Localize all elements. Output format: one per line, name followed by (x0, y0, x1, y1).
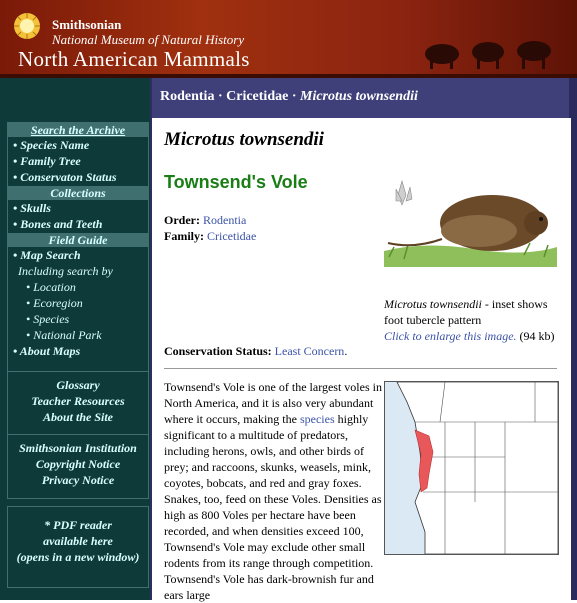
range-map[interactable] (384, 381, 559, 555)
sidebar-item-location[interactable]: • Location (26, 280, 76, 294)
site-title[interactable]: North American Mammals (18, 47, 250, 71)
order-row (164, 213, 246, 228)
sidebar-item-bones-teeth[interactable]: • Bones and Teeth (13, 217, 103, 231)
breadcrumb-separator: · (288, 89, 300, 104)
sidebar-item-about-maps[interactable]: • About Maps (13, 344, 81, 358)
description-text: Townsend's Vole is one of the largest voles in North America, and it is also very abundant where it occurs, making the (164, 380, 382, 426)
order-label: Order: (164, 213, 200, 227)
copyright-link[interactable]: Copyright Notice (35, 457, 121, 471)
species-description (164, 379, 382, 603)
field-guide-header: Field Guide (8, 233, 148, 247)
divider (164, 368, 557, 369)
pdf-available-text[interactable]: available here (43, 534, 113, 548)
including-search-label: Including search by (18, 264, 113, 278)
image-caption (384, 296, 564, 344)
sidebar-item-species[interactable]: • Species (26, 312, 70, 326)
sidebar-item-national-park[interactable]: • National Park (26, 328, 102, 342)
description-text-cont: highly significant to a multitude of predators, including herons, owls, and other birds of prey; and raccoons, skunks, weasels, mink, coyotes, bobcats, and red and gray foxes. Snakes, too, feed on these Voles. Densities as high as 800 Voles per hectare have been recorded, and when densities exceed 100, Townsend's Vole may exclude other small rodents from its range through competition. Townsend's Vole has dark-brownish fur and ears large (164, 412, 382, 602)
breadcrumb-separator: · (214, 89, 227, 104)
sidebar-nav (0, 78, 150, 600)
teacher-resources-link[interactable]: Teacher Resources (31, 394, 125, 408)
sidebar-panel-pdf (7, 506, 149, 588)
image-size: (94 kb) (516, 329, 555, 343)
breadcrumb (150, 78, 571, 118)
sidebar-item-species-name[interactable]: • Species Name (13, 138, 90, 152)
sidebar-item-skulls[interactable]: • Skulls (13, 201, 51, 215)
museum-name: National Museum of Natural History (52, 32, 245, 47)
pdf-new-window-text: (opens in a new window) (16, 550, 140, 564)
glossary-link[interactable]: Glossary (56, 378, 100, 392)
conservation-link[interactable]: Least Concern (274, 344, 345, 358)
enlarge-image-link[interactable]: Click to enlarge this image. (384, 329, 517, 343)
family-row (164, 229, 256, 244)
musk-ox-silhouettes-icon (422, 37, 557, 71)
family-label: Family: (164, 229, 204, 243)
scientific-name: Microtus townsendii (164, 129, 324, 150)
about-site-link[interactable]: About the Site (42, 410, 113, 424)
sidebar-panel-legal (7, 434, 149, 499)
smithsonian-link[interactable]: Smithsonian Institution (19, 441, 137, 455)
caption-text: - inset shows foot tubercle pattern (384, 297, 548, 327)
org-name: Smithsonian (52, 17, 122, 32)
vole-illustration[interactable] (384, 171, 557, 267)
privacy-link[interactable]: Privacy Notice (41, 473, 115, 487)
breadcrumb-order[interactable]: Rodentia (160, 89, 215, 104)
sidebar-item-family-tree[interactable]: • Family Tree (13, 154, 81, 168)
breadcrumb-species: Microtus townsendii (300, 89, 418, 104)
sidebar-item-ecoregion[interactable]: • Ecoregion (26, 296, 83, 310)
collections-header: Collections (8, 186, 148, 200)
smithsonian-sun-logo-icon (13, 12, 41, 40)
pdf-reader-link[interactable]: * PDF reader (44, 518, 112, 532)
caption-scientific-name: Microtus townsendii (384, 297, 482, 311)
main-content (150, 118, 571, 600)
breadcrumb-family[interactable]: Cricetidae (226, 89, 289, 104)
family-link[interactable]: Cricetidae (207, 229, 257, 243)
sidebar-item-conservation-status[interactable]: • Conservaton Status (13, 170, 117, 184)
order-link[interactable]: Rodentia (202, 213, 247, 227)
species-glossary-link[interactable]: species (299, 412, 335, 426)
search-archive-link[interactable]: Search the Archive (8, 123, 148, 137)
sidebar-panel-resources (7, 371, 149, 436)
breadcrumb-text (160, 89, 418, 105)
sidebar-panel-archive (7, 122, 149, 372)
conservation-row: Conservation Status: Least Concern. (164, 344, 348, 358)
common-name: Townsend's Vole (164, 172, 308, 192)
site-banner (0, 0, 577, 78)
sidebar-item-map-search[interactable]: • Map Search (13, 248, 81, 262)
conservation-label: Conservation Status: (164, 344, 272, 358)
